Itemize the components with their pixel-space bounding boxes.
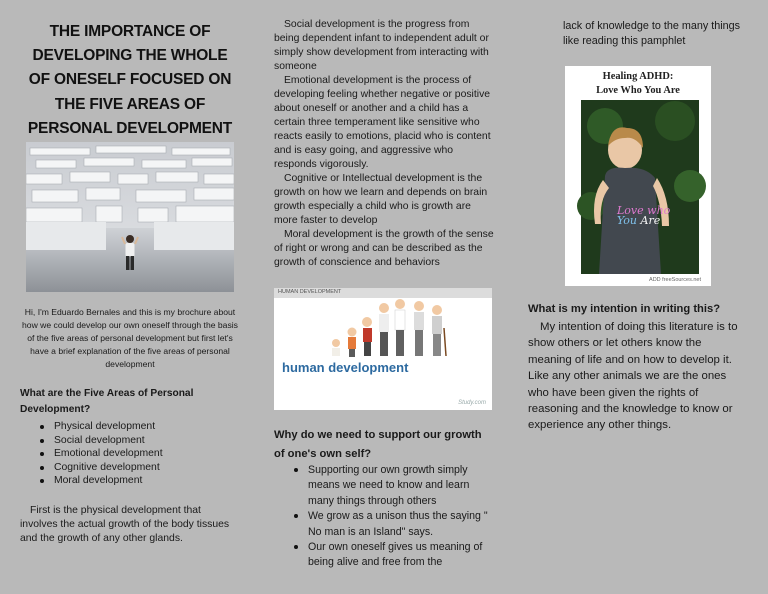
maze-illustration bbox=[26, 142, 234, 292]
intention-block bbox=[528, 319, 748, 434]
why-list bbox=[292, 463, 492, 571]
brochure-title: THE IMPORTANCE OF DEVELOPING THE WHOLE OF ONESELF FOCUSED ON THE FIVE AREAS OF PERSONAL DEVELOPMENT bbox=[27, 23, 233, 137]
book-credit: ADD freeSources.net bbox=[649, 277, 701, 283]
physical-paragraph-block bbox=[20, 504, 230, 546]
emotional-paragraph: Emotional development is the process of developing feeling whether negative or positive about oneself or another and a child has a certain three temperament like sensitive who reacts easily to emotions, placid who is content and is easy going, and aggressive who responds vigorously. bbox=[274, 75, 491, 170]
image-credit: Study.com bbox=[458, 400, 486, 406]
shirt-word: who bbox=[647, 204, 671, 217]
intention-text: My intention of doing this literature is to show others or let others know the meaning of life and on how to develop it. Like any other animals we are the ones who have been given the rights of reasoning and the knowledge to know or experience any other things. bbox=[528, 321, 738, 432]
maze-image bbox=[26, 142, 234, 292]
book-title-line2: Love Who You Are bbox=[596, 85, 680, 96]
shirt-text bbox=[617, 206, 677, 226]
list-item: Supporting our own growth simply means we need to know and learn many things through others bbox=[292, 463, 492, 509]
list-item: Our own oneself gives us meaning of being alive and free from the bbox=[292, 540, 492, 571]
cognitive-paragraph: Cognitive or Intellectual development is the growth on how we learn and depends on brain growth especially a child who is growth are more faster to develop bbox=[274, 173, 488, 226]
list-item: Moral development bbox=[38, 474, 238, 488]
list-item: Emotional development bbox=[38, 447, 238, 461]
continued-text: lack of knowledge to the many things like reading this pamphlet bbox=[563, 20, 741, 48]
growth-figures bbox=[274, 288, 492, 410]
areas-heading: What are the Five Areas of Personal Development? bbox=[20, 388, 194, 415]
shirt-word: Love bbox=[617, 204, 644, 217]
development-paragraphs bbox=[274, 18, 494, 270]
list-item: Social development bbox=[38, 434, 238, 448]
image-banner: HUMAN DEVELOPMENT bbox=[278, 289, 342, 295]
list-item: Physical development bbox=[38, 420, 238, 434]
image-caption: human development bbox=[282, 360, 409, 375]
social-paragraph: Social development is the progress from being dependent infant to independent adult or simply show development from interacting with someone bbox=[274, 19, 489, 72]
adhd-book-image bbox=[565, 66, 711, 286]
moral-paragraph: Moral development is the growth of the sense of right or wrong and can be described as the growth of conscience and behaviors bbox=[274, 229, 494, 268]
physical-paragraph: First is the physical development that involves the actual growth of the body tissues and the growth of any other glands. bbox=[20, 505, 230, 544]
areas-list bbox=[38, 420, 238, 488]
list-item: Cognitive development bbox=[38, 461, 238, 475]
list-item: We grow as a unison thus the saying " No man is an Island" says. bbox=[292, 509, 492, 540]
why-heading: Why do we need to support our growth of one's own self? bbox=[274, 429, 482, 460]
child-photo bbox=[565, 66, 711, 286]
shirt-word: You bbox=[617, 214, 638, 227]
book-title-line1: Healing ADHD: bbox=[602, 71, 674, 82]
intention-heading: What is my intention in writing this? bbox=[528, 303, 721, 315]
intro-text: Hi, I'm Eduardo Bernales and this is my brochure about how we could develop our own oneself through the basis of the five areas of personal development but first let's have a brief explanation of the five areas of personal development bbox=[22, 307, 238, 369]
human-development-image bbox=[274, 288, 492, 410]
shirt-word: Are bbox=[640, 214, 661, 227]
